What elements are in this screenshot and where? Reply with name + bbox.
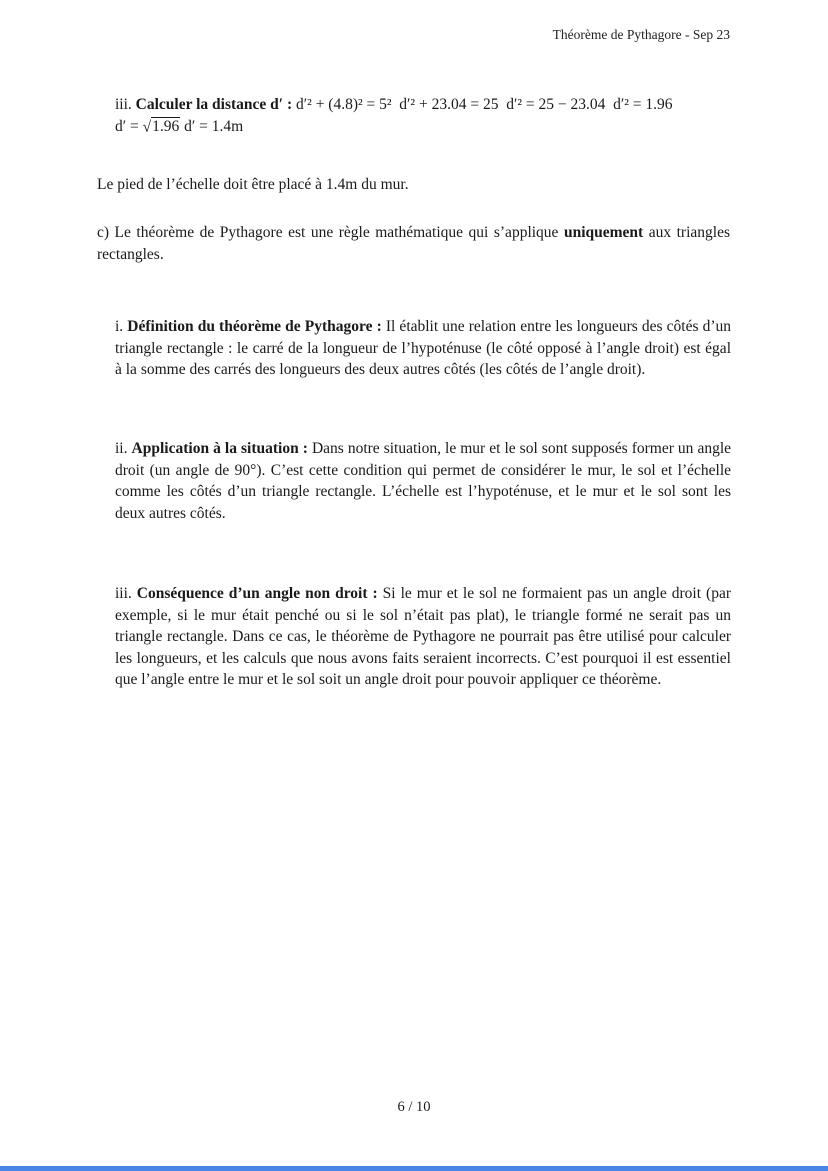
item-body: Il établit une relation entre les longueurs des côtés d’un triangle rectangle : le carré de la longueur de l’hypoténuse (le côté opposé à l’angle droit) est égal à la somme des carrés des longueurs des deux autres côtés (les côtés de l’angle droit). <box>115 318 732 378</box>
step-title: Calculer la distance d′ : <box>135 96 293 113</box>
part-c-intro <box>97 222 730 265</box>
page-header <box>553 24 730 46</box>
conclusion-text: Le pied de l’échelle doit être placé à 1.4m du mur. <box>97 176 409 193</box>
item-body: Si le mur et le sol ne formaient pas un angle droit (par exemple, si le mur était penché ou si le sol n’était pas plat), le triangle formé ne serait pas un triangle rectangle. Dans ce cas, le théorème de Pythagore ne pourrait pas être utilisé pour calculer les longueurs, et les calculs que nous avons faits seraient incorrects. C’est pourquoi il est essentiel que l’angle entre le mur et le sol soit un angle droit pour pouvoir appliquer ce théorème. <box>115 585 731 688</box>
page-number: 6 / 10 <box>397 1099 431 1115</box>
item-title: Application à la situation : <box>131 440 308 457</box>
item-title: Conséquence d’un angle non droit : <box>136 585 378 602</box>
equation-text: d′² + (4.8)² = 5² d′² + 23.04 = 25 d′² = 25 − 23.04 d′² = 1.96 <box>296 96 673 113</box>
equation-lhs: d′ = <box>115 117 143 135</box>
header-title: Théorème de Pythagore - Sep 23 <box>552 27 730 42</box>
item-title: Définition du théorème de Pythagore : <box>127 318 382 335</box>
intro-before: c) Le théorème de Pythagore est une règle mathématique qui s’applique <box>97 224 559 241</box>
item-number: i. <box>115 318 124 335</box>
equation-line-2 <box>115 116 775 138</box>
solution-step-iii <box>115 94 775 137</box>
item-body: Dans notre situation, le mur et le sol sont supposés former un angle droit (un angle de 90°). C’est cette condition qui permet de considérer le mur, le sol et l’échelle comme les côtés d’un triangle rectangle. L’échelle est l’hypoténuse, et le mur et le sol sont les deux autres côtés. <box>115 440 732 522</box>
item-number: ii. <box>115 440 128 457</box>
emphasis-uniquement: uniquement <box>563 224 644 241</box>
equation-result: d′ = 1.4m <box>180 117 244 135</box>
sqrt-radicand: 1.96 <box>152 117 180 135</box>
step-number: iii. <box>115 96 132 113</box>
equation-line-1 <box>115 94 775 116</box>
intro-after: aux triangles rectangles. <box>97 224 730 263</box>
list-item-application <box>115 438 731 524</box>
item-number: iii. <box>115 585 132 602</box>
bottom-border <box>0 1166 828 1171</box>
list-item-consequence <box>115 583 731 691</box>
sqrt-symbol: √ <box>142 118 152 135</box>
list-item-definition <box>115 316 731 381</box>
